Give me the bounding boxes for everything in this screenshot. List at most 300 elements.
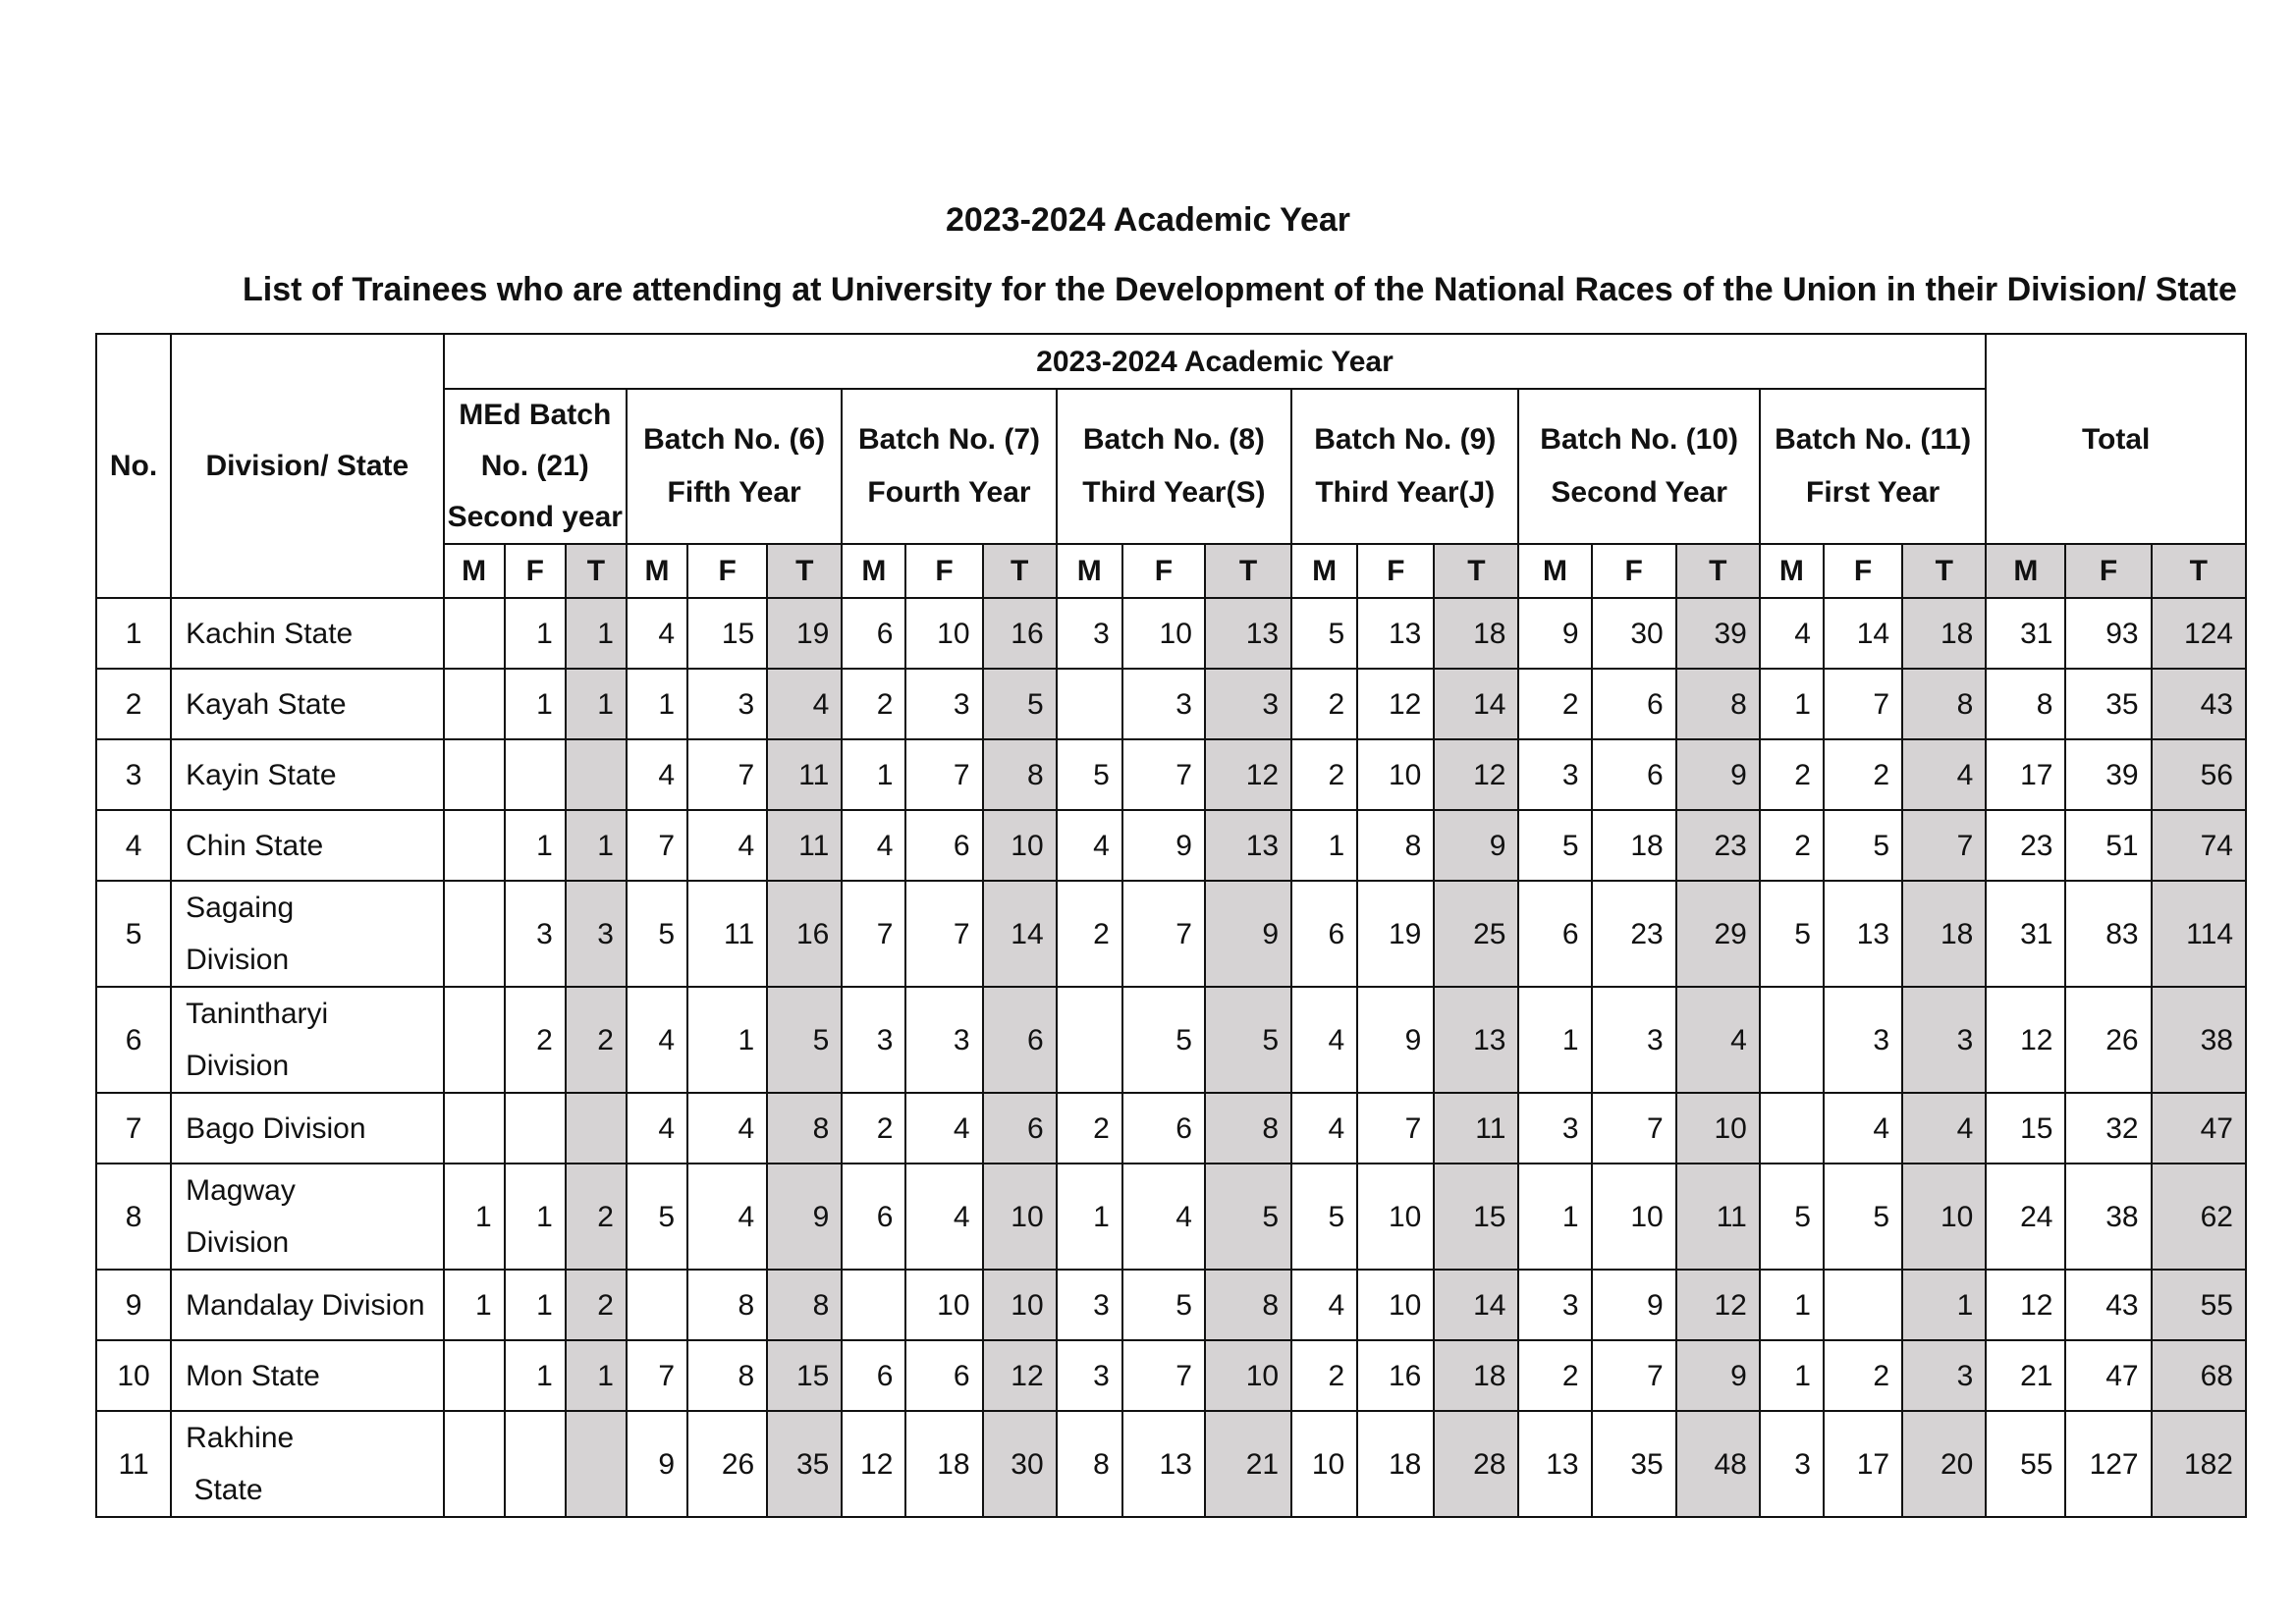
cell-m: 4 bbox=[1760, 598, 1824, 669]
cell-f: 1 bbox=[687, 987, 767, 1093]
cell-t: 19 bbox=[767, 598, 842, 669]
cell-t: 8 bbox=[767, 1270, 842, 1340]
cell-m: 8 bbox=[1057, 1411, 1122, 1517]
cell-t: 8 bbox=[1205, 1270, 1291, 1340]
cell-t: 9 bbox=[1434, 810, 1518, 881]
cell-t: 10 bbox=[1902, 1164, 1986, 1270]
cell-m: 4 bbox=[842, 810, 905, 881]
cell-f: 1 bbox=[505, 1340, 566, 1411]
cell-f: 6 bbox=[905, 810, 982, 881]
cell-f: 13 bbox=[1824, 881, 1902, 987]
cell-t: 9 bbox=[767, 1164, 842, 1270]
cell-t: 3 bbox=[1205, 669, 1291, 739]
cell-f: 2 bbox=[1824, 739, 1902, 810]
cell-t: 2 bbox=[566, 987, 627, 1093]
sub-header-t: T bbox=[2152, 544, 2246, 598]
batch-group-header bbox=[1518, 389, 1759, 544]
cell-t: 47 bbox=[2152, 1093, 2246, 1164]
cell-m: 2 bbox=[1057, 881, 1122, 987]
batch-group-line: Batch No. (8) bbox=[1082, 423, 1265, 456]
cell-t: 11 bbox=[767, 810, 842, 881]
sub-header-t: T bbox=[1205, 544, 1291, 598]
cell-m: 1 bbox=[1760, 669, 1824, 739]
cell-t: 10 bbox=[1205, 1340, 1291, 1411]
cell-t: 4 bbox=[767, 669, 842, 739]
cell-m: 5 bbox=[627, 1164, 687, 1270]
division-name-line: Kayin State bbox=[186, 758, 337, 791]
division-name-line: Mandalay Division bbox=[186, 1288, 425, 1322]
cell-m: 2 bbox=[1057, 1093, 1122, 1164]
cell-f: 8 bbox=[687, 1340, 767, 1411]
cell-t: 23 bbox=[1676, 810, 1760, 881]
cell-m bbox=[444, 1340, 505, 1411]
cell-m: 6 bbox=[842, 598, 905, 669]
cell-t: 3 bbox=[1902, 987, 1986, 1093]
cell-t: 9 bbox=[1676, 739, 1760, 810]
cell-f: 14 bbox=[1824, 598, 1902, 669]
cell-m bbox=[444, 810, 505, 881]
cell-t: 18 bbox=[1434, 598, 1518, 669]
cell-t: 16 bbox=[767, 881, 842, 987]
division-name bbox=[171, 739, 443, 810]
cell-m: 1 bbox=[842, 739, 905, 810]
sub-header-m: M bbox=[444, 544, 505, 598]
batch-group-line: Batch No. (9) bbox=[1314, 423, 1497, 456]
batch-group-header bbox=[627, 389, 842, 544]
cell-t: 12 bbox=[1205, 739, 1291, 810]
cell-m: 2 bbox=[1291, 669, 1357, 739]
cell-t: 29 bbox=[1676, 881, 1760, 987]
cell-f: 18 bbox=[1592, 810, 1676, 881]
cell-m: 5 bbox=[1518, 810, 1591, 881]
cell-f: 10 bbox=[1592, 1164, 1676, 1270]
cell-t: 10 bbox=[1676, 1093, 1760, 1164]
division-name bbox=[171, 1093, 443, 1164]
cell-f: 47 bbox=[2065, 1340, 2151, 1411]
cell-m: 2 bbox=[1518, 1340, 1591, 1411]
cell-m: 6 bbox=[1291, 881, 1357, 987]
cell-f: 1 bbox=[505, 1164, 566, 1270]
division-name bbox=[171, 987, 443, 1093]
cell-m bbox=[842, 1270, 905, 1340]
batch-group-line: Third Year(S) bbox=[1082, 476, 1266, 509]
division-name-line: Chin State bbox=[186, 829, 324, 862]
batch-group-line: Fourth Year bbox=[867, 476, 1031, 509]
cell-t: 12 bbox=[983, 1340, 1057, 1411]
cell-f: 8 bbox=[1357, 810, 1434, 881]
cell-f: 4 bbox=[1824, 1093, 1902, 1164]
cell-t: 8 bbox=[1676, 669, 1760, 739]
table-row bbox=[96, 881, 2246, 987]
cell-f: 43 bbox=[2065, 1270, 2151, 1340]
cell-f: 15 bbox=[687, 598, 767, 669]
cell-m: 6 bbox=[842, 1164, 905, 1270]
row-number: 9 bbox=[96, 1270, 171, 1340]
cell-t: 43 bbox=[2152, 669, 2246, 739]
cell-f: 7 bbox=[905, 881, 982, 987]
table-row bbox=[96, 1164, 2246, 1270]
cell-m: 1 bbox=[444, 1270, 505, 1340]
cell-f: 4 bbox=[905, 1093, 982, 1164]
sub-header-f: F bbox=[905, 544, 982, 598]
batch-group-line: Second Year bbox=[1551, 476, 1727, 509]
cell-f: 3 bbox=[905, 669, 982, 739]
cell-f: 7 bbox=[905, 739, 982, 810]
sub-header-t: T bbox=[1676, 544, 1760, 598]
cell-t: 18 bbox=[1902, 598, 1986, 669]
batch-group-line: Fifth Year bbox=[667, 476, 801, 509]
cell-m: 5 bbox=[1057, 739, 1122, 810]
cell-f: 3 bbox=[687, 669, 767, 739]
batch-group-line: MEd Batch bbox=[459, 399, 612, 431]
row-number: 7 bbox=[96, 1093, 171, 1164]
cell-m: 3 bbox=[842, 987, 905, 1093]
cell-m: 1 bbox=[1518, 1164, 1591, 1270]
cell-m: 4 bbox=[627, 1093, 687, 1164]
cell-t: 9 bbox=[1676, 1340, 1760, 1411]
cell-t: 5 bbox=[767, 987, 842, 1093]
cell-f: 19 bbox=[1357, 881, 1434, 987]
cell-f: 5 bbox=[1824, 810, 1902, 881]
batch-group-header bbox=[1760, 389, 1986, 544]
table-row bbox=[96, 1340, 2246, 1411]
cell-f bbox=[1824, 1270, 1902, 1340]
sub-header-t: T bbox=[566, 544, 627, 598]
cell-t: 62 bbox=[2152, 1164, 2246, 1270]
cell-f: 30 bbox=[1592, 598, 1676, 669]
cell-f: 4 bbox=[687, 810, 767, 881]
cell-f: 39 bbox=[2065, 739, 2151, 810]
table-row bbox=[96, 598, 2246, 669]
cell-f: 10 bbox=[1122, 598, 1205, 669]
cell-t: 68 bbox=[2152, 1340, 2246, 1411]
cell-t: 48 bbox=[1676, 1411, 1760, 1517]
cell-t: 20 bbox=[1902, 1411, 1986, 1517]
batch-group-line: Batch No. (7) bbox=[857, 423, 1040, 456]
cell-m: 3 bbox=[1057, 1270, 1122, 1340]
cell-t: 182 bbox=[2152, 1411, 2246, 1517]
cell-f: 17 bbox=[1824, 1411, 1902, 1517]
cell-f: 3 bbox=[1592, 987, 1676, 1093]
cell-f: 83 bbox=[2065, 881, 2151, 987]
sub-header-f: F bbox=[2065, 544, 2151, 598]
division-name-line: Tanintharyi bbox=[186, 998, 329, 1030]
cell-t: 14 bbox=[1434, 669, 1518, 739]
cell-t: 3 bbox=[1902, 1340, 1986, 1411]
division-name bbox=[171, 1340, 443, 1411]
table-row bbox=[96, 739, 2246, 810]
cell-f: 3 bbox=[905, 987, 982, 1093]
cell-f: 35 bbox=[1592, 1411, 1676, 1517]
cell-t: 74 bbox=[2152, 810, 2246, 881]
cell-m bbox=[444, 1093, 505, 1164]
cell-m: 5 bbox=[1291, 598, 1357, 669]
cell-m: 17 bbox=[1986, 739, 2065, 810]
cell-f: 51 bbox=[2065, 810, 2151, 881]
cell-f: 18 bbox=[1357, 1411, 1434, 1517]
cell-f: 6 bbox=[1122, 1093, 1205, 1164]
cell-f: 7 bbox=[687, 739, 767, 810]
cell-m: 31 bbox=[1986, 598, 2065, 669]
cell-t: 124 bbox=[2152, 598, 2246, 669]
division-name bbox=[171, 598, 443, 669]
cell-t: 4 bbox=[1902, 1093, 1986, 1164]
col-header-no: No. bbox=[96, 334, 171, 598]
cell-f: 13 bbox=[1122, 1411, 1205, 1517]
table-row bbox=[96, 1270, 2246, 1340]
cell-f: 1 bbox=[505, 598, 566, 669]
batch-group-header bbox=[444, 389, 627, 544]
cell-m: 4 bbox=[627, 739, 687, 810]
cell-t: 1 bbox=[566, 669, 627, 739]
cell-f: 32 bbox=[2065, 1093, 2151, 1164]
cell-m: 3 bbox=[1518, 1093, 1591, 1164]
cell-m: 5 bbox=[1760, 881, 1824, 987]
cell-f: 10 bbox=[905, 598, 982, 669]
cell-f: 10 bbox=[1357, 1270, 1434, 1340]
cell-f: 13 bbox=[1357, 598, 1434, 669]
batch-group-line: Batch No. (10) bbox=[1540, 423, 1738, 456]
sub-header-m: M bbox=[842, 544, 905, 598]
sub-header-f: F bbox=[505, 544, 566, 598]
cell-t: 4 bbox=[1902, 739, 1986, 810]
cell-t: 15 bbox=[767, 1340, 842, 1411]
sub-header-m: M bbox=[1291, 544, 1357, 598]
cell-t: 14 bbox=[1434, 1270, 1518, 1340]
cell-m bbox=[1057, 669, 1122, 739]
cell-m: 15 bbox=[1986, 1093, 2065, 1164]
cell-m: 1 bbox=[444, 1164, 505, 1270]
cell-f bbox=[505, 739, 566, 810]
cell-t: 10 bbox=[983, 1164, 1057, 1270]
division-name-line: Bago Division bbox=[186, 1111, 366, 1145]
sub-header-m: M bbox=[1518, 544, 1591, 598]
cell-m: 8 bbox=[1986, 669, 2065, 739]
cell-t: 16 bbox=[983, 598, 1057, 669]
cell-m: 1 bbox=[627, 669, 687, 739]
sub-header-m: M bbox=[1760, 544, 1824, 598]
division-name bbox=[171, 669, 443, 739]
sub-header-t: T bbox=[1434, 544, 1518, 598]
cell-m: 7 bbox=[627, 1340, 687, 1411]
division-name bbox=[171, 1411, 443, 1517]
cell-f: 5 bbox=[1122, 987, 1205, 1093]
cell-f: 7 bbox=[1592, 1093, 1676, 1164]
cell-m: 4 bbox=[1057, 810, 1122, 881]
cell-m: 1 bbox=[1518, 987, 1591, 1093]
cell-t: 7 bbox=[1902, 810, 1986, 881]
batch-group-line: Third Year(J) bbox=[1315, 476, 1496, 509]
cell-m: 21 bbox=[1986, 1340, 2065, 1411]
cell-t: 10 bbox=[983, 1270, 1057, 1340]
batch-group-line: Batch No. (11) bbox=[1775, 423, 1972, 456]
cell-f: 26 bbox=[687, 1411, 767, 1517]
cell-m: 4 bbox=[1291, 1093, 1357, 1164]
cell-t: 13 bbox=[1434, 987, 1518, 1093]
cell-m: 55 bbox=[1986, 1411, 2065, 1517]
sub-header-f: F bbox=[1357, 544, 1434, 598]
sub-header-f: F bbox=[1122, 544, 1205, 598]
cell-m: 3 bbox=[1057, 1340, 1122, 1411]
row-number: 10 bbox=[96, 1340, 171, 1411]
cell-t: 5 bbox=[1205, 1164, 1291, 1270]
cell-m: 5 bbox=[1760, 1164, 1824, 1270]
row-number: 8 bbox=[96, 1164, 171, 1270]
cell-f: 18 bbox=[905, 1411, 982, 1517]
cell-f: 7 bbox=[1122, 739, 1205, 810]
cell-t: 25 bbox=[1434, 881, 1518, 987]
batch-group-line: First Year bbox=[1806, 476, 1941, 509]
cell-f: 11 bbox=[687, 881, 767, 987]
cell-f: 93 bbox=[2065, 598, 2151, 669]
cell-m: 24 bbox=[1986, 1164, 2065, 1270]
cell-t: 55 bbox=[2152, 1270, 2246, 1340]
sub-header-t: T bbox=[767, 544, 842, 598]
cell-f: 3 bbox=[1824, 987, 1902, 1093]
cell-f: 12 bbox=[1357, 669, 1434, 739]
cell-m: 4 bbox=[1291, 1270, 1357, 1340]
cell-f: 4 bbox=[905, 1164, 982, 1270]
page-title: 2023-2024 Academic Year bbox=[945, 201, 1351, 239]
cell-m: 3 bbox=[1518, 1270, 1591, 1340]
cell-f: 2 bbox=[505, 987, 566, 1093]
cell-m: 1 bbox=[1291, 810, 1357, 881]
batch-group-header bbox=[1057, 389, 1291, 544]
row-number: 6 bbox=[96, 987, 171, 1093]
cell-t: 30 bbox=[983, 1411, 1057, 1517]
sub-header-t: T bbox=[1902, 544, 1986, 598]
batch-group-header bbox=[842, 389, 1056, 544]
cell-f: 9 bbox=[1357, 987, 1434, 1093]
cell-t: 6 bbox=[983, 987, 1057, 1093]
cell-t: 35 bbox=[767, 1411, 842, 1517]
cell-m bbox=[444, 987, 505, 1093]
division-name-line: Magway bbox=[186, 1174, 296, 1207]
cell-m: 3 bbox=[1518, 739, 1591, 810]
cell-f: 1 bbox=[505, 669, 566, 739]
cell-t: 14 bbox=[983, 881, 1057, 987]
cell-f: 8 bbox=[687, 1270, 767, 1340]
row-number: 4 bbox=[96, 810, 171, 881]
division-name bbox=[171, 1270, 443, 1340]
cell-m bbox=[444, 881, 505, 987]
cell-t: 114 bbox=[2152, 881, 2246, 987]
table-row bbox=[96, 1093, 2246, 1164]
cell-m bbox=[1057, 987, 1122, 1093]
row-number: 3 bbox=[96, 739, 171, 810]
cell-f: 10 bbox=[1357, 739, 1434, 810]
cell-m: 4 bbox=[627, 598, 687, 669]
division-name-line: Division bbox=[186, 1226, 290, 1259]
cell-f: 3 bbox=[1122, 669, 1205, 739]
cell-f: 38 bbox=[2065, 1164, 2151, 1270]
cell-f: 127 bbox=[2065, 1411, 2151, 1517]
sub-header-f: F bbox=[1824, 544, 1902, 598]
cell-t: 9 bbox=[1205, 881, 1291, 987]
cell-m bbox=[627, 1270, 687, 1340]
cell-m bbox=[444, 598, 505, 669]
cell-t: 13 bbox=[1205, 598, 1291, 669]
cell-t bbox=[566, 739, 627, 810]
cell-t: 11 bbox=[767, 739, 842, 810]
row-number: 11 bbox=[96, 1411, 171, 1517]
cell-f: 4 bbox=[687, 1093, 767, 1164]
cell-m bbox=[444, 669, 505, 739]
cell-m: 5 bbox=[627, 881, 687, 987]
sub-header-m: M bbox=[1057, 544, 1122, 598]
division-name-line: Division bbox=[186, 944, 290, 976]
cell-t: 39 bbox=[1676, 598, 1760, 669]
cell-m: 3 bbox=[1057, 598, 1122, 669]
trainees-table bbox=[95, 333, 2247, 1518]
cell-t: 13 bbox=[1205, 810, 1291, 881]
sub-header-f: F bbox=[687, 544, 767, 598]
cell-f: 3 bbox=[505, 881, 566, 987]
division-name bbox=[171, 810, 443, 881]
cell-m: 2 bbox=[1291, 739, 1357, 810]
row-number: 5 bbox=[96, 881, 171, 987]
cell-f: 1 bbox=[505, 1270, 566, 1340]
sub-header-t: T bbox=[983, 544, 1057, 598]
cell-t bbox=[566, 1093, 627, 1164]
cell-f: 4 bbox=[1122, 1164, 1205, 1270]
col-header-division: Division/ State bbox=[171, 334, 443, 598]
cell-f: 7 bbox=[1824, 669, 1902, 739]
cell-f: 10 bbox=[1357, 1164, 1434, 1270]
division-name-line: State bbox=[186, 1474, 263, 1506]
cell-m: 2 bbox=[1291, 1340, 1357, 1411]
table-row bbox=[96, 669, 2246, 739]
cell-m: 6 bbox=[842, 1340, 905, 1411]
cell-f: 26 bbox=[2065, 987, 2151, 1093]
batch-group-line: No. (21) bbox=[480, 450, 589, 482]
cell-f: 1 bbox=[505, 810, 566, 881]
cell-f: 35 bbox=[2065, 669, 2151, 739]
row-number: 2 bbox=[96, 669, 171, 739]
cell-f: 16 bbox=[1357, 1340, 1434, 1411]
cell-m: 2 bbox=[1760, 810, 1824, 881]
cell-m: 4 bbox=[1291, 987, 1357, 1093]
cell-m: 6 bbox=[1518, 881, 1591, 987]
cell-f: 9 bbox=[1592, 1270, 1676, 1340]
cell-t: 15 bbox=[1434, 1164, 1518, 1270]
cell-m: 12 bbox=[1986, 987, 2065, 1093]
cell-m: 9 bbox=[627, 1411, 687, 1517]
cell-f: 9 bbox=[1122, 810, 1205, 881]
batch-group-line: Batch No. (6) bbox=[643, 423, 826, 456]
cell-t: 1 bbox=[566, 1340, 627, 1411]
cell-t: 18 bbox=[1434, 1340, 1518, 1411]
cell-t: 8 bbox=[1205, 1093, 1291, 1164]
academic-year-header: 2023-2024 Academic Year bbox=[444, 334, 1987, 389]
cell-t: 4 bbox=[1676, 987, 1760, 1093]
cell-f: 7 bbox=[1122, 1340, 1205, 1411]
cell-m: 4 bbox=[627, 987, 687, 1093]
cell-m: 1 bbox=[1760, 1340, 1824, 1411]
cell-t bbox=[566, 1411, 627, 1517]
cell-m: 23 bbox=[1986, 810, 2065, 881]
batch-group-line: Second year bbox=[447, 501, 623, 533]
cell-m bbox=[444, 739, 505, 810]
sub-header-m: M bbox=[1986, 544, 2065, 598]
division-name-line: Mon State bbox=[186, 1359, 320, 1392]
division-name-line: Division bbox=[186, 1050, 290, 1082]
cell-t: 10 bbox=[983, 810, 1057, 881]
cell-t: 2 bbox=[566, 1270, 627, 1340]
cell-t: 5 bbox=[983, 669, 1057, 739]
cell-m: 12 bbox=[842, 1411, 905, 1517]
sub-header-m: M bbox=[627, 544, 687, 598]
